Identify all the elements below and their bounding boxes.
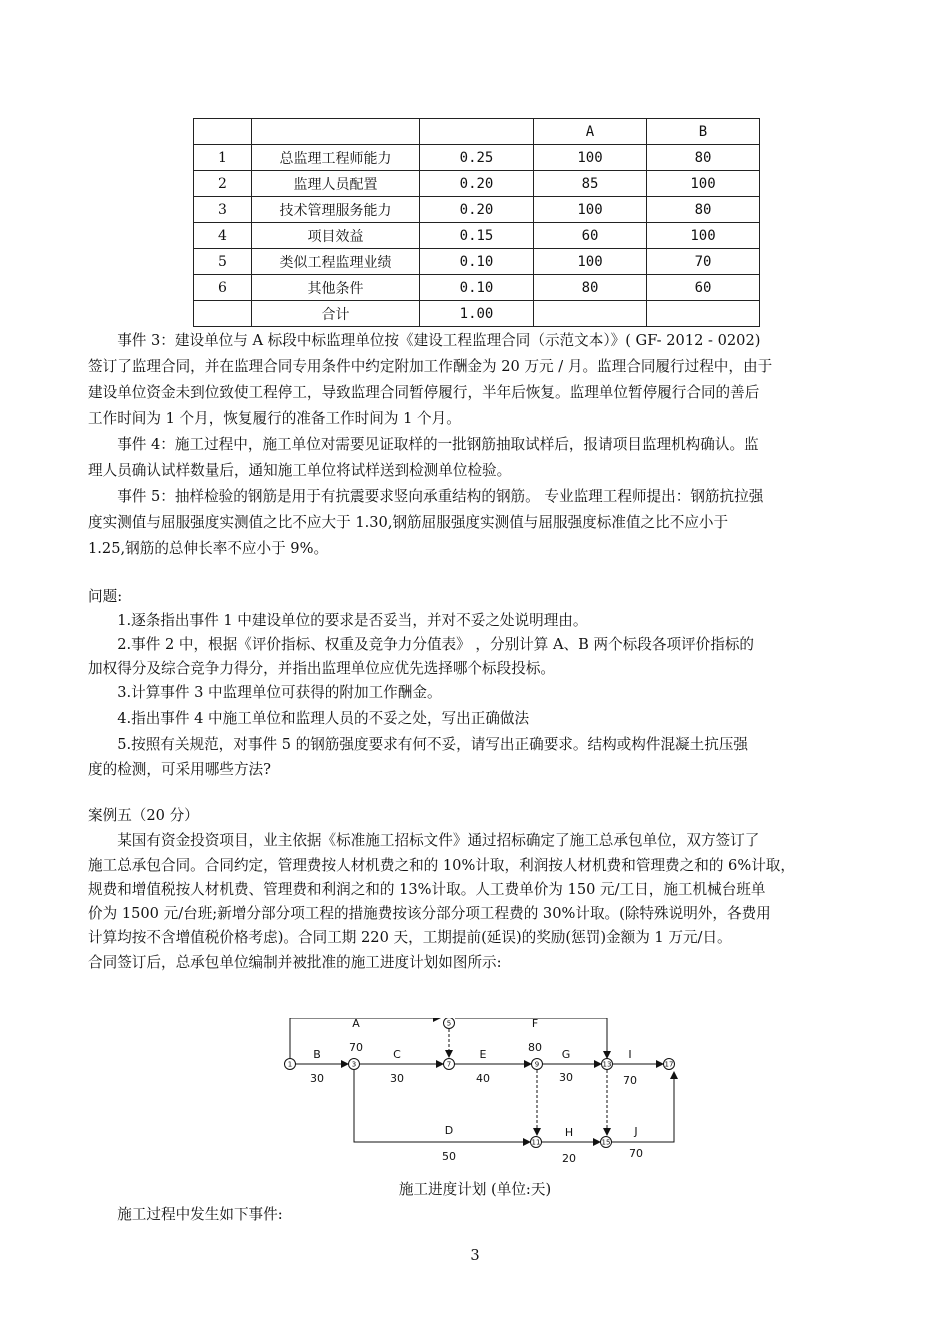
activity-b-name: B (313, 1048, 321, 1061)
node-13 (602, 1059, 613, 1070)
table-cell: 0.10 (420, 249, 534, 275)
table-cell: 1.00 (420, 301, 534, 327)
table-row (194, 145, 760, 171)
table-cell (252, 119, 420, 145)
table-cell: 0.20 (420, 197, 534, 223)
table-cell: 技术管理服务能力 (252, 197, 420, 223)
after-caption-line: 施工过程中发生如下事件: (117, 1206, 283, 1223)
case5-line: 计算均按不含增值税价格考虑)。合同工期 220 天，工期提前(延误)的奖励(惩罚)金额为 1 万元/日。 (88, 929, 732, 946)
case5-line: 合同签订后，总承包单位编制并被批准的施工进度计划如图所示: (88, 954, 502, 971)
question-line: 度的检测，可采用哪些方法? (88, 761, 271, 778)
node-label: 11 (531, 1138, 541, 1147)
node-label: 17 (664, 1060, 674, 1069)
diagram-caption: 施工进度计划 (单位:天) (398, 1181, 552, 1198)
case5-line: 规费和增值税按人材机费、管理费和利润之和的 13%计取。人工费单价为 150 元/工日，施工机械台班单 (88, 881, 766, 898)
event4-line: 理人员确认试样数量后，通知施工单位将试样送到检测单位检验。 (88, 462, 512, 479)
table-cell (534, 301, 647, 327)
node-9 (532, 1059, 543, 1070)
event3-line: 建设单位资金未到位致使工程停工，导致监理合同暂停履行，半年后恢复。监理单位暂停履行合同的善后 (88, 384, 760, 401)
activity-d-arrow (354, 1070, 530, 1142)
case5-line: 施工总承包合同。合同约定，管理费按人材机费之和的 10%计取，利润按人材机费和管理费之和的 6%计取， (88, 857, 795, 874)
activity-a-duration: 70 (349, 1041, 363, 1054)
schedule-network-diagram (280, 1018, 680, 1168)
table-cell (194, 119, 252, 145)
event5-line: 度实测值与屈服强度实测值之比不应大于 1.30,钢筋屈服强度实测值与屈服强度标准值之比不应小于 (88, 514, 729, 531)
table-cell: 0.25 (420, 145, 534, 171)
activity-e-name: E (479, 1048, 487, 1061)
table-cell (420, 119, 534, 145)
table-cell: 3 (194, 197, 252, 223)
question-line: 加权得分及综合竞争力得分，并指出监理单位应优先选择哪个标段投标。 (88, 660, 556, 677)
node-3 (349, 1059, 360, 1070)
table-row (194, 275, 760, 301)
activity-g-duration: 30 (559, 1071, 573, 1084)
node-label: 9 (534, 1060, 540, 1069)
table-cell: 70 (647, 249, 760, 275)
node-label: 1 (287, 1060, 293, 1069)
node-label: 5 (446, 1019, 452, 1028)
question-line: 1.逐条指出事件 1 中建设单位的要求是否妥当，并对不妥之处说明理由。 (117, 612, 588, 629)
activity-h-name: H (564, 1126, 574, 1139)
table-cell: 60 (534, 223, 647, 249)
table-cell (647, 301, 760, 327)
activity-c-name: C (393, 1048, 401, 1061)
table-cell: A (534, 119, 647, 145)
table-cell: 100 (534, 145, 647, 171)
node-label: 7 (446, 1060, 452, 1069)
table-header-row (194, 119, 760, 145)
case5-title: 案例五（20 分） (88, 807, 199, 824)
table-cell: 总监理工程师能力 (252, 145, 420, 171)
activity-g-name: G (561, 1048, 571, 1061)
questions-title: 问题: (88, 588, 123, 605)
activity-d-name: D (444, 1124, 454, 1137)
table-cell: 0.10 (420, 275, 534, 301)
activity-i-duration: 70 (623, 1074, 637, 1087)
table-cell: 1 (194, 145, 252, 171)
node-11 (531, 1137, 542, 1148)
table-cell: 0.20 (420, 171, 534, 197)
activity-h-duration: 20 (562, 1152, 576, 1165)
activity-e-duration: 40 (476, 1072, 490, 1085)
event3-line: 签订了监理合同，并在监理合同专用条件中约定附加工作酬金为 20 万元 / 月。监理合同履行过程中，由于 (88, 358, 773, 375)
case5-line: 价为 1500 元/台班;新增分部分项工程的措施费按该分部分项工程费的 30%计取。(除特殊说明外，各费用 (88, 905, 771, 922)
activity-d-duration: 50 (442, 1150, 456, 1163)
node-1 (285, 1059, 296, 1070)
node-label: 3 (351, 1060, 357, 1069)
table-cell: 100 (647, 171, 760, 197)
table-cell: 其他条件 (252, 275, 420, 301)
question-line: 3.计算事件 3 中监理单位可获得的附加工作酬金。 (117, 684, 442, 701)
question-line: 5.按照有关规范，对事件 5 的钢筋强度要求有何不妥，请写出正确要求。结构或构件混凝土抗压强 (117, 736, 749, 753)
table-cell: 0.15 (420, 223, 534, 249)
table-row (194, 197, 760, 223)
activity-f-duration: 80 (528, 1041, 542, 1054)
case5-line: 某国有资金投资项目，业主依据《标准施工招标文件》通过招标确定了施工总承包单位，双方签订了 (117, 832, 760, 849)
table-cell: 4 (194, 223, 252, 249)
node-17 (664, 1059, 675, 1070)
node-7 (444, 1059, 455, 1070)
question-line: 2.事件 2 中，根据《评价指标、权重及竞争力分值表》 ，分别计算 A、B 两个标段各项评价指标的 (117, 636, 755, 653)
activity-c-duration: 30 (390, 1072, 404, 1085)
event5-line: 事件 5：抽样检验的钢筋是用于有抗震要求竖向承重结构的钢筋。 专业监理工程师提出：钢筋抗拉强 (117, 488, 764, 505)
table-cell: 80 (534, 275, 647, 301)
event3-line: 事件 3：建设单位与 A 标段中标监理单位按《建设工程监理合同（示范文本）》( GF- 2012 - 0202) (117, 332, 761, 349)
table-cell: B (647, 119, 760, 145)
table-row (194, 249, 760, 275)
activity-j-name: J (634, 1125, 638, 1138)
evaluation-score-table (193, 118, 760, 327)
table-cell: 80 (647, 145, 760, 171)
table-cell: 100 (534, 197, 647, 223)
activity-j-duration: 70 (629, 1147, 643, 1160)
page-number: 3 (470, 1247, 480, 1264)
node-15 (601, 1137, 612, 1148)
table-cell: 6 (194, 275, 252, 301)
table-cell: 100 (534, 249, 647, 275)
node-label: 13 (602, 1060, 612, 1069)
event3-line: 工作时间为 1 个月，恢复履行的准备工作时间为 1 个月。 (88, 410, 461, 427)
table-row (194, 171, 760, 197)
table-cell: 监理人员配置 (252, 171, 420, 197)
question-line: 4.指出事件 4 中施工单位和监理人员的不妥之处，写出正确做法 (117, 710, 530, 727)
table-cell: 100 (647, 223, 760, 249)
node-label: 15 (601, 1138, 611, 1147)
activity-i-name: I (628, 1048, 632, 1061)
table-cell: 类似工程监理业绩 (252, 249, 420, 275)
table-cell: 项目效益 (252, 223, 420, 249)
activity-f-name: F (531, 1018, 539, 1030)
table-cell: 60 (647, 275, 760, 301)
activity-b-duration: 30 (310, 1072, 324, 1085)
activity-j-arrow (612, 1072, 674, 1142)
table-cell: 合计 (252, 301, 420, 327)
table-total-row (194, 301, 760, 327)
table-cell: 85 (534, 171, 647, 197)
table-row (194, 223, 760, 249)
activity-a-name: A (352, 1018, 360, 1030)
event4-line: 事件 4：施工过程中，施工单位对需要见证取样的一批钢筋抽取试样后，报请项目监理机构确认。监 (117, 436, 759, 453)
table-cell: 2 (194, 171, 252, 197)
node-5 (444, 1018, 455, 1029)
table-cell (194, 301, 252, 327)
table-cell: 80 (647, 197, 760, 223)
table-cell: 5 (194, 249, 252, 275)
event5-line: 1.25,钢筋的总伸长率不应小于 9%。 (88, 540, 329, 557)
